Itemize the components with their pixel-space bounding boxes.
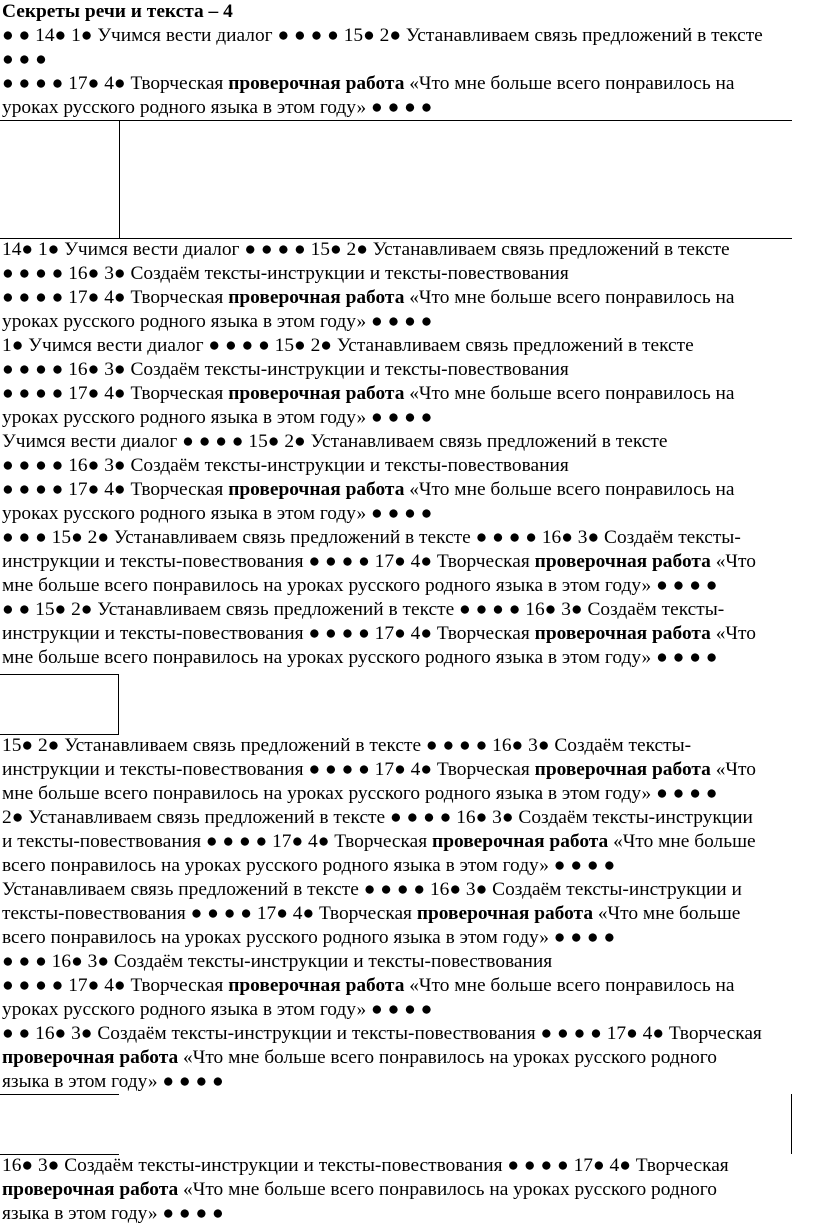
- text-line: [2, 286, 735, 310]
- text-line: [2, 502, 432, 526]
- text-line: [2, 96, 432, 120]
- text-line: [2, 574, 717, 598]
- text-segment: всего понравилось на уроках русского родного языка в этом году» ● ● ● ●: [2, 855, 616, 876]
- bold-phrase: проверочная работа: [228, 479, 405, 500]
- text-segment: ● ● ● ● 16● 3● Создаём тексты-инструкции и тексты-повествования: [2, 359, 569, 380]
- text-segment: «Что мне больше всего понравилось на уроках русского родного: [178, 1047, 717, 1068]
- text-segment: мне больше всего понравилось на уроках русского родного языка в этом году» ● ● ● ●: [2, 575, 718, 596]
- text-segment: ● ● 14● 1● Учимся вести диалог ● ● ● ● 15● 2● Устанавливаем связь предложений в тексте: [2, 25, 763, 46]
- text-line: [2, 854, 615, 878]
- text-line: [2, 878, 742, 902]
- bold-phrase: проверочная работа: [534, 551, 711, 572]
- text-segment: «Что мне больше всего понравилось на: [404, 383, 735, 404]
- text-line: [2, 406, 432, 430]
- rule-bottom-1: [0, 1094, 119, 1095]
- text-segment: ● ● ● ● 17● 4● Творческая: [2, 73, 229, 94]
- text-segment: всего понравилось на уроках русского родного языка в этом году» ● ● ● ●: [2, 927, 616, 948]
- text-segment: «Что: [710, 551, 756, 572]
- text-segment: ● ● ● ● 16● 3● Создаём тексты-инструкции и тексты-повествования: [2, 455, 569, 476]
- text-segment: языка в этом году» ● ● ● ●: [2, 1203, 224, 1224]
- text-line: [2, 1178, 717, 1202]
- frame-box-right: [118, 674, 119, 734]
- text-line: [2, 974, 735, 998]
- text-segment: «Что: [710, 623, 756, 644]
- text-segment: инструкции и тексты-повествования ● ● ● ● 17● 4● Творческая: [2, 623, 535, 644]
- text-segment: ● ● 15● 2● Устанавливаем связь предложений в тексте ● ● ● ● 16● 3● Создаём тексты-: [2, 599, 725, 620]
- text-line: [2, 262, 569, 286]
- text-segment: ● ● ● 16● 3● Создаём тексты-инструкции и тексты-повествования: [2, 951, 553, 972]
- text-line: [2, 382, 735, 406]
- page-title: Секреты речи и текста – 4: [2, 1, 233, 22]
- bold-phrase: проверочная работа: [228, 73, 405, 94]
- bold-phrase: проверочная работа: [228, 975, 405, 996]
- text-line: [2, 734, 691, 758]
- text-line: [2, 1022, 762, 1046]
- bold-phrase: проверочная работа: [432, 831, 609, 852]
- text-segment: 2● Устанавливаем связь предложений в тексте ● ● ● ● 16● 3● Создаём тексты-инструкции: [2, 807, 753, 828]
- text-segment: уроках русского родного языка в этом году» ● ● ● ●: [2, 999, 433, 1020]
- text-segment: уроках русского родного языка в этом году» ● ● ● ●: [2, 407, 433, 428]
- text-segment: мне больше всего понравилось на уроках русского родного языка в этом году» ● ● ● ●: [2, 647, 718, 668]
- text-segment: «Что мне больше всего понравилось на: [404, 287, 735, 308]
- text-segment: ● ● ● ● 16● 3● Создаём тексты-инструкции и тексты-повествования: [2, 263, 569, 284]
- text-segment: 14● 1● Учимся вести диалог ● ● ● ● 15● 2● Устанавливаем связь предложений в тексте: [2, 239, 730, 260]
- bold-phrase: проверочная работа: [534, 623, 711, 644]
- text-segment: уроках русского родного языка в этом году» ● ● ● ●: [2, 97, 433, 118]
- frame-divider-1: [119, 120, 120, 238]
- text-line: [2, 758, 756, 782]
- bold-phrase: проверочная работа: [228, 383, 405, 404]
- text-segment: ● ● ● ● 17● 4● Творческая: [2, 287, 229, 308]
- text-line: [2, 24, 763, 48]
- text-line: [2, 622, 756, 646]
- text-segment: Устанавливаем связь предложений в тексте ● ● ● ● 16● 3● Создаём тексты-инструкции и: [2, 879, 742, 900]
- text-segment: ● ● ● ● 17● 4● Творческая: [2, 975, 229, 996]
- text-segment: ● ● ● ● 17● 4● Творческая: [2, 479, 229, 500]
- text-segment: языка в этом году» ● ● ● ●: [2, 1071, 224, 1092]
- text-segment: «Что мне больше: [608, 831, 756, 852]
- text-line: [2, 806, 753, 830]
- text-segment: 15● 2● Устанавливаем связь предложений в тексте ● ● ● ● 16● 3● Создаём тексты-: [2, 735, 692, 756]
- text-segment: ● ● ● ● 17● 4● Творческая: [2, 383, 229, 404]
- text-line: [2, 646, 717, 670]
- text-segment: инструкции и тексты-повествования ● ● ● ● 17● 4● Творческая: [2, 551, 535, 572]
- text-line: [2, 526, 741, 550]
- text-segment: Учимся вести диалог ● ● ● ● 15● 2● Устанавливаем связь предложений в тексте: [2, 431, 668, 452]
- text-segment: уроках русского родного языка в этом году» ● ● ● ●: [2, 311, 433, 332]
- text-line: [2, 1154, 729, 1178]
- text-segment: ● ● ● 15● 2● Устанавливаем связь предложений в тексте ● ● ● ● 16● 3● Создаём тексты-: [2, 527, 741, 548]
- text-segment: 1● Учимся вести диалог ● ● ● ● 15● 2● Устанавливаем связь предложений в тексте: [2, 335, 694, 356]
- text-segment: уроках русского родного языка в этом году» ● ● ● ●: [2, 503, 433, 524]
- text-segment: мне больше всего понравилось на уроках русского родного языка в этом году» ● ● ● ●: [2, 783, 718, 804]
- text-line: [2, 1202, 224, 1226]
- text-segment: «Что мне больше всего понравилось на: [404, 479, 735, 500]
- text-segment: «Что: [710, 759, 756, 780]
- text-line: [2, 358, 569, 382]
- text-line: [2, 902, 740, 926]
- text-line: [2, 334, 694, 358]
- bold-phrase: проверочная работа: [2, 1047, 179, 1068]
- text-line: [2, 1070, 224, 1094]
- text-line: [2, 430, 667, 454]
- text-line: [2, 550, 756, 574]
- text-segment: «Что мне больше: [593, 903, 741, 924]
- bold-phrase: проверочная работа: [2, 1179, 179, 1200]
- text-line: [2, 478, 735, 502]
- text-line: [2, 1046, 717, 1070]
- text-segment: «Что мне больше всего понравилось на: [404, 975, 735, 996]
- text-line: [2, 454, 569, 478]
- text-line: [2, 926, 615, 950]
- text-line: [2, 830, 756, 854]
- text-line: [2, 598, 724, 622]
- frame-divider-2: [791, 1094, 792, 1154]
- text-segment: инструкции и тексты-повествования ● ● ● ● 17● 4● Творческая: [2, 759, 535, 780]
- text-line: [2, 310, 432, 334]
- text-segment: ● ● 16● 3● Создаём тексты-инструкции и тексты-повествования ● ● ● ● 17● 4● Творческая: [2, 1023, 762, 1044]
- frame-box-top: [0, 674, 119, 675]
- text-segment: «Что мне больше всего понравилось на: [404, 73, 735, 94]
- text-line: [2, 782, 717, 806]
- text-line: [2, 238, 730, 262]
- text-segment: 16● 3● Создаём тексты-инструкции и тексты-повествования ● ● ● ● 17● 4● Творческая: [2, 1155, 729, 1176]
- bold-phrase: проверочная работа: [416, 903, 594, 924]
- text-line: [2, 48, 47, 72]
- text-segment: тексты-повествования ● ● ● ● 17● 4● Творческая: [2, 903, 417, 924]
- text-segment: и тексты-повествования ● ● ● ● 17● 4● Творческая: [2, 831, 433, 852]
- text-line: [2, 950, 552, 974]
- text-segment: ● ● ●: [2, 49, 47, 70]
- text-line: [2, 998, 432, 1022]
- text-segment: «Что мне больше всего понравилось на уроках русского родного: [178, 1179, 717, 1200]
- bold-phrase: проверочная работа: [534, 759, 711, 780]
- bold-phrase: проверочная работа: [228, 287, 405, 308]
- text-line: [2, 72, 735, 96]
